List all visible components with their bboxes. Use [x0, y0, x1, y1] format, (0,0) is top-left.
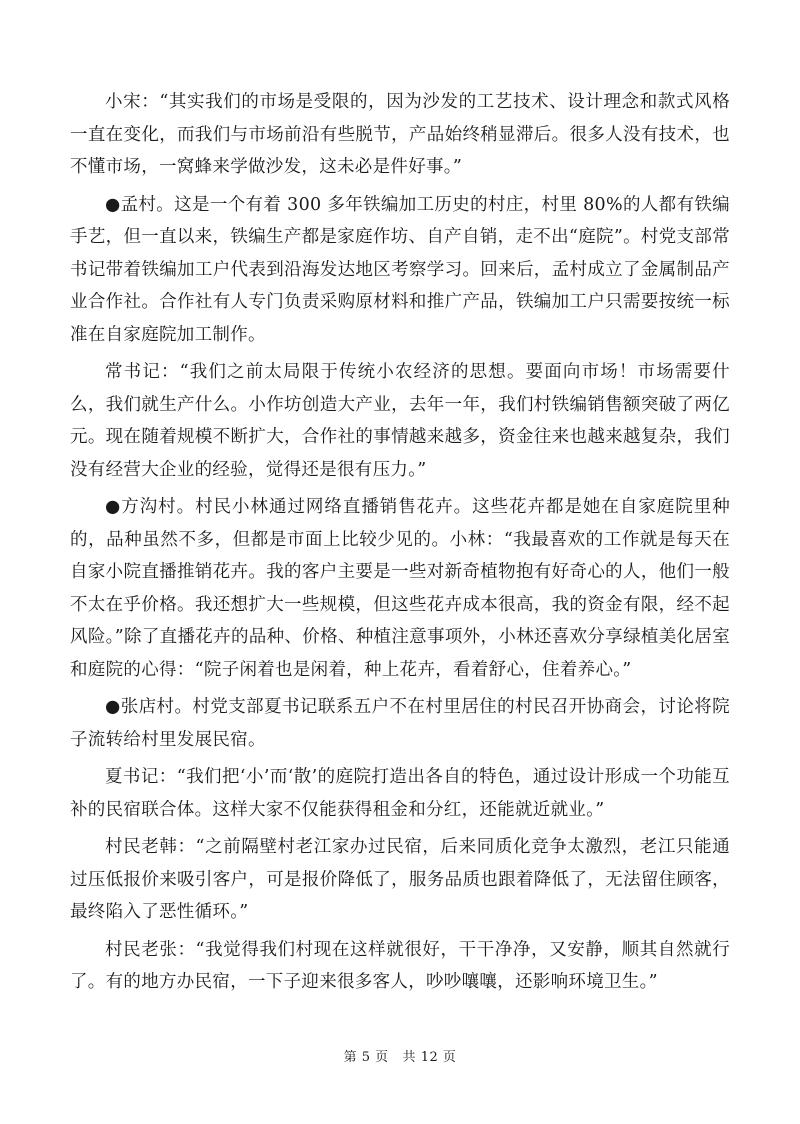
paragraph-laohan-quote: 村民老韩：“之前隔壁村老江家办过民宿，后来同质化竞争太激烈，老江只能通过压低报价来吸引客户，可是报价降低了，服务品质也跟着降低了，无法留住顾客，最终陷入了恶性循环。” — [70, 837, 730, 922]
page-number-label: 第 5 页 共 12 页 — [343, 1050, 457, 1065]
paragraph-fanggoucun: ●方沟村。村民小林通过网络直播销售花卉。这些花卉都是她在自家庭院里种的，品种虽然不多，但都是市面上比较少见的。小林：“我最喜欢的工作就是每天在自家小院直播推销花卉。我的客户主要是一些对新奇植物抱有好奇心的人，他们一般不太在乎价格。我还想扩大一些规模，但这些花卉成本很高，我的资金有限，经不起风险。”除了直播花卉的品种、价格、种植注意事项外，小林还喜欢分享绿植美化居室和庭院的心得：“院子闲着也是闲着，种上花卉，看着舒心，住着养心。” — [70, 497, 730, 680]
paragraph-chang-secretary-quote: 常书记：“我们之前太局限于传统小农经济的思想。要面向市场！市场需要什么，我们就生产什么。小作坊创造大产业，去年一年，我们村铁编销售额突破了两亿元。现在随着规模不断扩大，合作社的事情越来越多，资金往来也越来越复杂，我们没有经营大企业的经验，觉得还是很有压力。” — [70, 362, 730, 480]
page-footer — [0, 1046, 800, 1065]
paragraph-zhangdiancun: ●张店村。村党支部夏书记联系五户不在村里居住的村民召开协商会，讨论将院子流转给村里发展民宿。 — [70, 697, 730, 750]
paragraph-mengcun: ●孟村。这是一个有着 300 多年铁编加工历史的村庄，村里 80%的人都有铁编手艺，但一直以来，铁编生产都是家庭作坊、自产自销，走不出“庭院”。村党支部常书记带着铁编加工户代表到沿海发达地区考察学习。回来后，孟村成立了金属制品产业合作社。合作社有人专门负责采购原材料和推广产品，铁编加工户只需要按统一标准在自家庭院加工制作。 — [70, 194, 730, 345]
paragraph-xiaosong-quote: 小宋：“其实我们的市场是受限的，因为沙发的工艺技术、设计理念和款式风格一直在变化，而我们与市场前沿有些脱节，产品始终稍显滞后。很多人没有技术，也不懂市场，一窝蜂来学做沙发，这未必是件好事。” — [70, 92, 730, 177]
paragraph-xia-secretary-quote: 夏书记：“我们把‘小’而‘散’的庭院打造出各自的特色，通过设计形成一个功能互补的民宿联合体。这样大家不仅能获得租金和分红，还能就近就业。” — [70, 767, 730, 820]
paragraph-laozhang-quote: 村民老张：“我觉得我们村现在这样就很好，干干净净，又安静，顺其自然就行了。有的地方办民宿，一下子迎来很多客人，吵吵嚷嚷，还影响环境卫生。” — [70, 939, 730, 992]
document-body — [70, 86, 730, 1004]
